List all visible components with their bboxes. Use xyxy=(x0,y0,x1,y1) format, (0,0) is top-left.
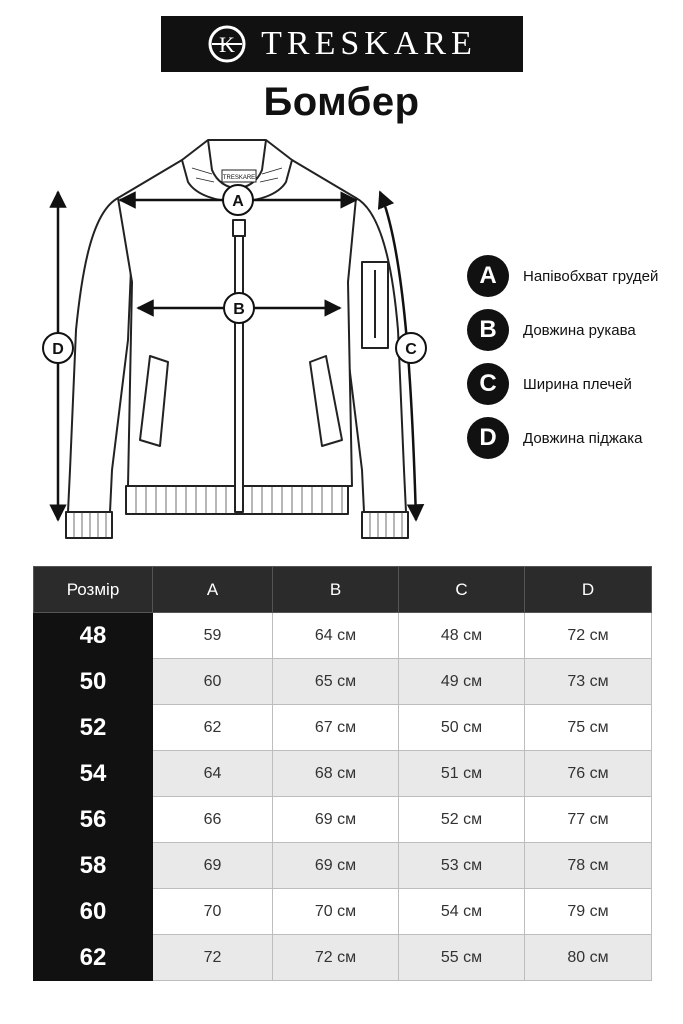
legend-item-a xyxy=(467,249,658,303)
cell-d: 78 см xyxy=(525,843,652,889)
cell-d: 76 см xyxy=(525,751,652,797)
cell-b: 68 см xyxy=(273,751,399,797)
measurement-legend xyxy=(467,249,658,465)
legend-badge: C xyxy=(467,363,509,405)
brand-monogram-icon xyxy=(207,24,247,64)
table-header-row xyxy=(34,567,652,613)
header-d: D xyxy=(525,567,652,613)
cell-c: 54 см xyxy=(399,889,525,935)
cell-c: 48 см xyxy=(399,613,525,659)
cell-a: 70 xyxy=(153,889,273,935)
svg-text:A: A xyxy=(232,193,244,210)
marker-c xyxy=(396,333,426,363)
legend-badge: B xyxy=(467,309,509,351)
size-cell: 54 xyxy=(34,751,153,797)
legend-label: Довжина рукава xyxy=(523,321,636,339)
table-row xyxy=(34,889,652,935)
cell-b: 65 см xyxy=(273,659,399,705)
jacket-diagram xyxy=(0,120,460,545)
legend-item-d xyxy=(467,411,658,465)
cell-c: 49 см xyxy=(399,659,525,705)
cell-d: 79 см xyxy=(525,889,652,935)
table-row xyxy=(34,659,652,705)
zipper xyxy=(235,220,243,512)
cell-a: 69 xyxy=(153,843,273,889)
cell-a: 64 xyxy=(153,751,273,797)
table-row xyxy=(34,843,652,889)
cell-a: 62 xyxy=(153,705,273,751)
svg-text:D: D xyxy=(52,341,64,358)
size-cell: 58 xyxy=(34,843,153,889)
cell-c: 50 см xyxy=(399,705,525,751)
left-cuff xyxy=(66,512,112,538)
size-cell: 52 xyxy=(34,705,153,751)
legend-badge: D xyxy=(467,417,509,459)
brand-logo-bar xyxy=(161,16,523,72)
legend-badge: A xyxy=(467,255,509,297)
cell-d: 73 см xyxy=(525,659,652,705)
size-cell: 62 xyxy=(34,935,153,981)
table-row xyxy=(34,705,652,751)
left-sleeve xyxy=(68,198,132,512)
cell-a: 66 xyxy=(153,797,273,843)
legend-label: Довжина піджака xyxy=(523,429,643,447)
neck-label-text: TRESKARE xyxy=(222,175,256,181)
product-title: Бомбер xyxy=(263,80,420,124)
size-cell: 60 xyxy=(34,889,153,935)
marker-b xyxy=(224,293,254,323)
cell-d: 77 см xyxy=(525,797,652,843)
cell-b: 72 см xyxy=(273,935,399,981)
cell-b: 69 см xyxy=(273,797,399,843)
size-cell: 50 xyxy=(34,659,153,705)
cell-c: 55 см xyxy=(399,935,525,981)
cell-a: 59 xyxy=(153,613,273,659)
marker-a xyxy=(223,185,253,215)
right-cuff xyxy=(362,512,408,538)
legend-item-b xyxy=(467,303,658,357)
cell-b: 67 см xyxy=(273,705,399,751)
header-c: C xyxy=(399,567,525,613)
legend-label: Ширина плечей xyxy=(523,375,632,393)
cell-a: 60 xyxy=(153,659,273,705)
table-row xyxy=(34,613,652,659)
svg-text:C: C xyxy=(405,341,417,358)
legend-label: Напівобхват грудей xyxy=(523,267,659,285)
cell-c: 53 см xyxy=(399,843,525,889)
size-cell: 48 xyxy=(34,613,153,659)
cell-a: 72 xyxy=(153,935,273,981)
legend-item-c xyxy=(467,357,658,411)
table-row xyxy=(34,797,652,843)
table-row xyxy=(34,751,652,797)
svg-text:K: K xyxy=(219,32,236,57)
cell-d: 72 см xyxy=(525,613,652,659)
svg-text:B: B xyxy=(233,301,245,318)
cell-b: 69 см xyxy=(273,843,399,889)
cell-b: 70 см xyxy=(273,889,399,935)
size-cell: 56 xyxy=(34,797,153,843)
header-b: B xyxy=(273,567,399,613)
cell-c: 51 см xyxy=(399,751,525,797)
cell-c: 52 см xyxy=(399,797,525,843)
marker-d xyxy=(43,333,73,363)
table-row xyxy=(34,935,652,981)
cell-d: 75 см xyxy=(525,705,652,751)
header-a: A xyxy=(153,567,273,613)
cell-b: 64 см xyxy=(273,613,399,659)
header-size: Розмір xyxy=(34,567,153,613)
cell-d: 80 см xyxy=(525,935,652,981)
size-chart-table xyxy=(33,566,652,981)
brand-name: TRESKARE xyxy=(261,25,477,62)
